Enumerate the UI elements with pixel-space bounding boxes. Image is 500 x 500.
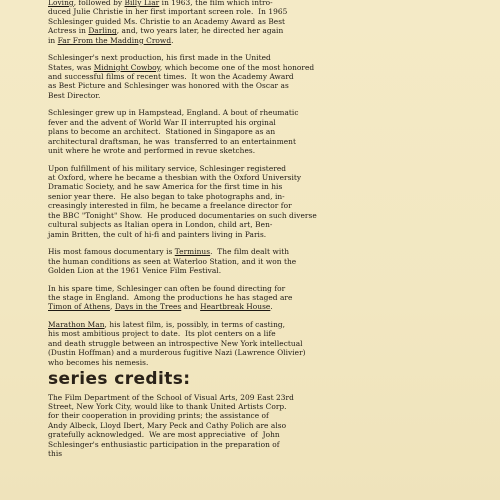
text-run: , and, two years later, he directed her again in	[48, 26, 284, 45]
paragraph-early-life: Schlesinger grew up in Hampstead, England. A bout of rheumatic fever and the advent of World War II interrupted his orginal plans to become an architect. Stationed in Singapore as an architectural draftsman, he was transferred to an entertainment unit where he wrote and performed in revue sketches.	[48, 108, 299, 156]
text-run: . The film dealt with the human conditions as seen at Waterloo Station, and it won the Golden Lion at the 1961 Venice Film Festival.	[48, 247, 297, 275]
film-title-terminus: Terminus	[174, 247, 211, 257]
play-title-heartbreak-house: Heartbreak House	[200, 302, 271, 312]
film-title-a-kind-of-loving: Loving	[48, 0, 74, 7]
film-title-billy-liar: Billy Liar	[124, 0, 160, 7]
film-title-midnight-cowboy: Midnight Cowboy	[93, 62, 160, 72]
text-run: .	[171, 35, 174, 45]
series-credits-heading: series credits:	[48, 369, 191, 390]
paragraph-midnight-cowboy	[48, 53, 468, 100]
film-title-marathon-man: Marathon Man	[48, 319, 105, 329]
text-run: in 1963, the film which intro- duced Julie Christie in her first important screen role. In 1965 Schlesinger guided Ms. Christie to an Academy Award as Best Actress in	[48, 0, 288, 36]
text-run: His most famous documentary is	[48, 247, 175, 257]
document-body	[48, 0, 468, 467]
text-run: , followed by	[73, 0, 125, 7]
play-title-timon-of-athens: Timon of Athens	[48, 302, 111, 312]
text-run: .	[270, 302, 273, 312]
paragraph-stage-productions	[48, 284, 468, 312]
paragraph-oxford-bbc: Upon fulfillment of his military service, Schlesinger registered at Oxford, where he became a thesbian with the Oxford University Dramatic Society, and he saw America for the first time in his senior year there. He also began to take photographs and, in- creasingly interested in film, he became a freelance director for the BBC "Tonight" Show. He produced documentaries on such diverse cultural subjects as Italian opera in London, child art, Ben- jamin Britten, the cult of hi-fi and painters living in Paris.	[48, 163, 317, 239]
paragraph-terminus	[48, 247, 468, 275]
text-run: and	[181, 302, 201, 312]
text-run: Schlesinger's next production, his first made in the United States, was	[48, 53, 271, 72]
paragraph-marathon-man	[48, 320, 468, 367]
text-run: , which become one of the most honored and successful films of recent times. It won the Academy Award as Best Picture and Schlesinger was honored with the Oscar as Best Director.	[48, 62, 315, 100]
paragraph-acknowledgements: The Film Department of the School of Visual Arts, 209 East 23rd Street, New York City, would like to thank United Artists Corp. for their cooperation in providing prints; the assistance of Andy Albeck, Lloyd Ibert, Mary Peck and Cathy Polich are also gratefully acknowledged. We are most appreciative of John Schlesinger's enthusiastic participation in the preparation of this	[48, 392, 294, 458]
text-run: , his latest film, is, possibly, in terms of casting, his most ambitious project to date. Its plot centers on a life and death struggle between an introspective New York intellectual (Dustin Hoffman) and a murderous fugitive Nazi (Lawrence Olivier) who becomes his nemesis.	[48, 319, 306, 367]
film-title-far-from-the-madding-crowd: Far From the Madding Crowd	[57, 35, 172, 45]
play-title-days-in-the-trees: Days in the Trees	[114, 302, 182, 312]
film-title-darling: Darling	[88, 26, 117, 36]
text-run: ,	[110, 302, 115, 312]
paragraph-early-films	[48, 0, 468, 45]
text-run: In his spare time, Schlesinger can often be found directing for the stage in England. Among the productions he has staged are	[48, 283, 293, 302]
